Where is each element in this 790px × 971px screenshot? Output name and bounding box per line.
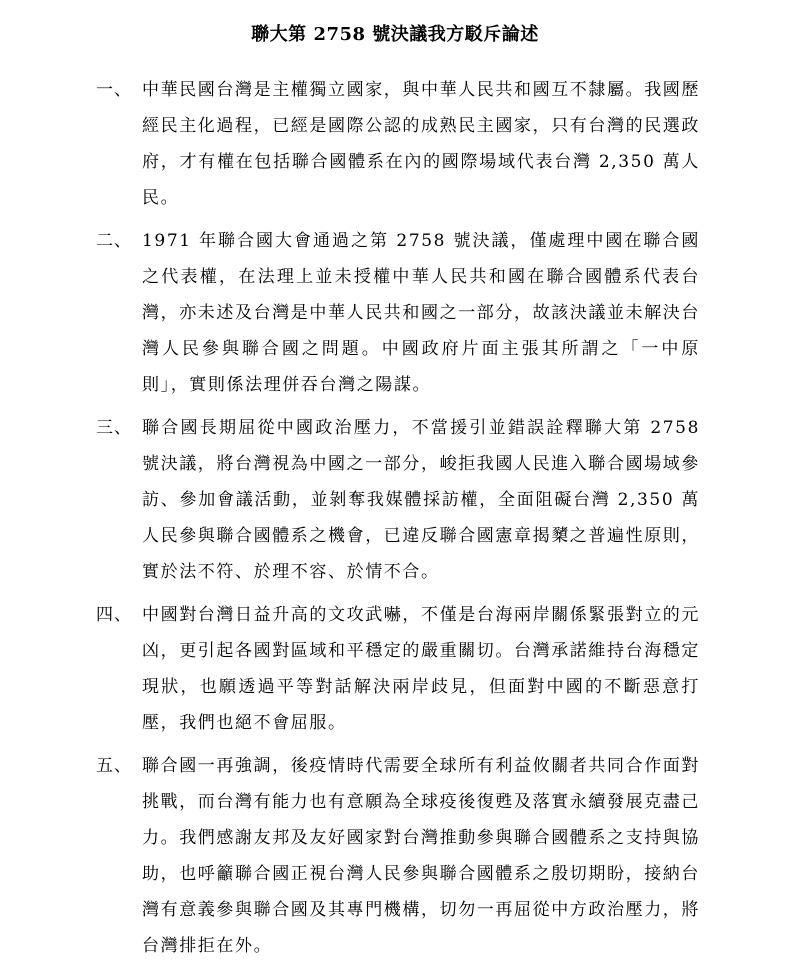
list-item	[96, 72, 700, 216]
item-text: 中國對台灣日益升高的文攻武嚇，不僅是台海兩岸關係緊張對立的元凶，更引起各國對區域和平穩定的嚴重關切。台灣承諾維持台海穩定現狀，也願透過平等對話解決兩岸歧見，但面對中國的不斷惡意打壓，我們也絕不會屈服。	[142, 605, 700, 733]
item-text: 1971 年聯合國大會通過之第 2758 號決議，僅處理中國在聯合國之代表權，在法理上並未授權中華人民共和國在聯合國體系代表台灣，亦未述及台灣是中華人民共和國之一部分，故該決議並未解決台灣人民參與聯合國之問題。中國政府片面主張其所謂之「一中原則」，實則係法理併吞台灣之陽謀。	[142, 231, 700, 395]
item-number: 五、	[96, 756, 132, 776]
item-number: 三、	[96, 418, 132, 438]
list-item	[96, 223, 700, 403]
list-item	[96, 748, 700, 964]
list-item	[96, 597, 700, 741]
item-number: 二、	[96, 231, 132, 251]
item-text: 中華民國台灣是主權獨立國家，與中華人民共和國互不隸屬。我國歷經民主化過程，已經是國際公認的成熟民主國家，只有台灣的民選政府，才有權在包括聯合國體系在內的國際場域代表台灣 2,350 萬人民。	[142, 80, 700, 208]
item-text: 聯合國長期屈從中國政治壓力，不當援引並錯誤詮釋聯大第 2758 號決議，將台灣視為中國之一部分，峻拒我國人民進入聯合國場域參訪、參加會議活動，並剝奪我媒體採訪權，全面阻礙台灣 2,350 萬人民參與聯合國體系之機會，已違反聯合國憲章揭櫫之普遍性原則，實於法不符、於理不容、於情不合。	[142, 418, 700, 582]
item-number: 一、	[96, 80, 132, 100]
item-number: 四、	[96, 605, 132, 625]
document-title: 聯大第 2758 號決議我方駁斥論述	[251, 24, 539, 45]
argument-list	[96, 72, 700, 971]
list-item	[96, 410, 700, 590]
item-text: 聯合國一再強調，後疫情時代需要全球所有利益攸關者共同合作面對挑戰，而台灣有能力也有意願為全球疫後復甦及落實永續發展克盡己力。我們感謝友邦及友好國家對台灣推動參與聯合國體系之支持與協助，也呼籲聯合國正視台灣人民參與聯合國體系之殷切期盼，接納台灣有意義參與聯合國及其專門機構，切勿一再屈從中方政治壓力，將台灣排拒在外。	[142, 756, 700, 956]
